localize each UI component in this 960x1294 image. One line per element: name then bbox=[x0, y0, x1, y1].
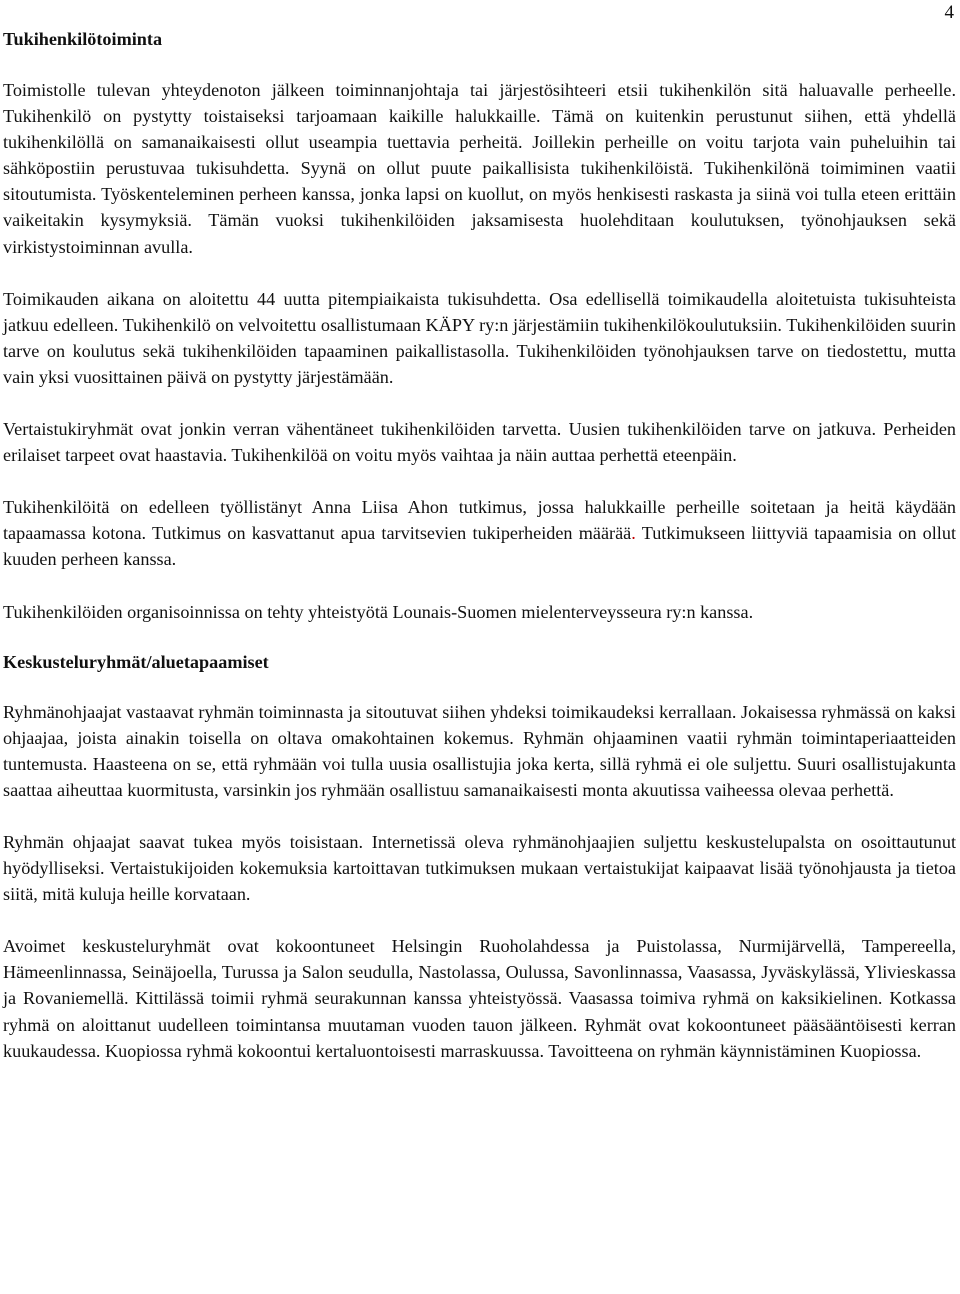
heading-keskusteluryhmat: Keskusteluryhmät/aluetapaamiset bbox=[3, 651, 269, 672]
paragraph-1: Toimistolle tulevan yhteydenoton jälkeen toiminnanjohtaja tai järjestösihteeri etsii tukihenkilön sitä haluavalle perheelle. Tukihenkilö on pystytty toistaiseksi tarjoamaan kaikille halukkaille. Tämä on kuitenkin perustunut siihen, että yhdellä tukihenkilöllä on samanaikaisesti ollut useampia tuettavia perheitä. Joillekin perheille on voitu tarjota vain puheluihin tai sähköpostiin perustuvaa tukisuhdetta. Syynä on ollut puute paikallisista tukihenkilöistä. Tukihenkilönä toimiminen vaatii sitoutumista. Työskenteleminen perheen kanssa, jonka lapsi on kuollut, on myös henkisesti raskasta ja siinä voi tulla eteen erittäin vaikeitakin kysymyksiä. Tämän vuoksi tukihenkilöiden jaksamisesta huolehditaan koulutuksen, työnohjauksen sekä virkistystoiminnan avulla. bbox=[3, 80, 956, 257]
paragraph-7: Ryhmän ohjaajat saavat tukea myös toisistaan. Internetissä oleva ryhmänohjaajien suljettu keskustelupalsta on osoittautunut hyödylliseksi. Vertaistukijoiden kokemuksia kartoittavan tutkimuksen mukaan vertaistukijat kaipaavat lisää työnohjausta ja tietoa siitä, mitä kuluja heille korvataan. bbox=[3, 831, 956, 905]
page-number: 4 bbox=[944, 2, 954, 23]
paragraph-6: Ryhmänohjaajat vastaavat ryhmän toiminnasta ja sitoutuvat siihen yhdeksi toimikaudeksi kerrallaan. Jokaisessa ryhmässä on kaksi ohjaajaa, joista ainakin toisella on oltava omakohtainen kokemus. Ryhmän ohjaaminen vaatii ryhmän toimintaperiaatteiden tuntemusta. Haasteena on se, että ryhmään voi tulla uusia osallistujia joka kerta, sillä ryhmä ei ole suljettu. Suuri osallistujakunta saattaa aiheuttaa kuormitusta, varsinkin jos ryhmään osallistuu samanaikaisesti monta akuutissa vaiheessa olevaa perhettä. bbox=[3, 701, 956, 800]
paragraph-5: Tukihenkilöiden organisoinnissa on tehty yhteistyötä Lounais-Suomen mielenterveysseura ry:n kanssa. bbox=[3, 601, 754, 622]
paragraph-3: Vertaistukiryhmät ovat jonkin verran vähentäneet tukihenkilöiden tarvetta. Uusien tukihenkilöiden tarve on jatkuva. Perheiden erilaiset tarpeet ovat haastavia. Tukihenkilöä on voitu myös vaihtaa ja näin auttaa perhettä eteenpäin. bbox=[3, 419, 956, 466]
document-body bbox=[3, 26, 956, 1064]
paragraph-2: Toimikauden aikana on aloitettu 44 uutta pitempiaikaista tukisuhdetta. Osa edellisellä toimikaudella aloitetuista tukisuhteista jatkuu edelleen. Tukihenkilö on velvoitettu osallistumaan KÄPY ry:n järjestämiin tukihenkilökoulutuksiin. Tukihenkilöiden suurin tarve on koulutus sekä tukihenkilöiden tapaaminen paikallistasolla. Tukihenkilöiden työnohjauksen tarve on tiedostettu, mutta vain yksi vuosittainen päivä on pystytty järjestämään. bbox=[3, 288, 956, 387]
paragraph-4 bbox=[3, 494, 956, 572]
heading-tukihenkilotoiminta: Tukihenkilötoiminta bbox=[3, 29, 163, 49]
paragraph-4-text-a: Tukihenkilöitä on edelleen työllistänyt Anna Liisa Ahon tutkimus, jossa halukkaille perheille soitetaan ja heitä käydään tapaamassa kotona. Tutkimus on kasvattanut apua tarvitsevien tukiperheiden määrää bbox=[3, 497, 956, 544]
paragraph-8: Avoimet keskusteluryhmät ovat kokoontuneet Helsingin Ruoholahdessa ja Puistolassa, Nurmijärvellä, Tampereella, Hämeenlinnassa, Seinäjoella, Turussa ja Salon seudulla, Nastolassa, Oulussa, Savonlinnassa, Vaasassa, Jyväskylässä, Ylivieskassa ja Rovaniemellä. Kittilässä toimii ryhmä seurakunnan kanssa yhteistyössä. Vaasassa toimiva ryhmä on kaksikielinen. Kotkassa ryhmä on aloittanut uudelleen toimintansa muutaman vuoden tauon jälkeen. Ryhmät ovat kokoontuneet pääsääntöisesti kerran kuukaudessa. Kuopiossa ryhmä kokoontui kertaluontoisesti marraskuussa. Tavoitteena on ryhmän käynnistäminen Kuopiossa. bbox=[3, 936, 956, 1061]
paragraph-4-text-b: Tutkimukseen liittyviä tapaamisia on ollut kuuden perheen kanssa. bbox=[3, 523, 957, 570]
red-period: . bbox=[631, 523, 636, 544]
